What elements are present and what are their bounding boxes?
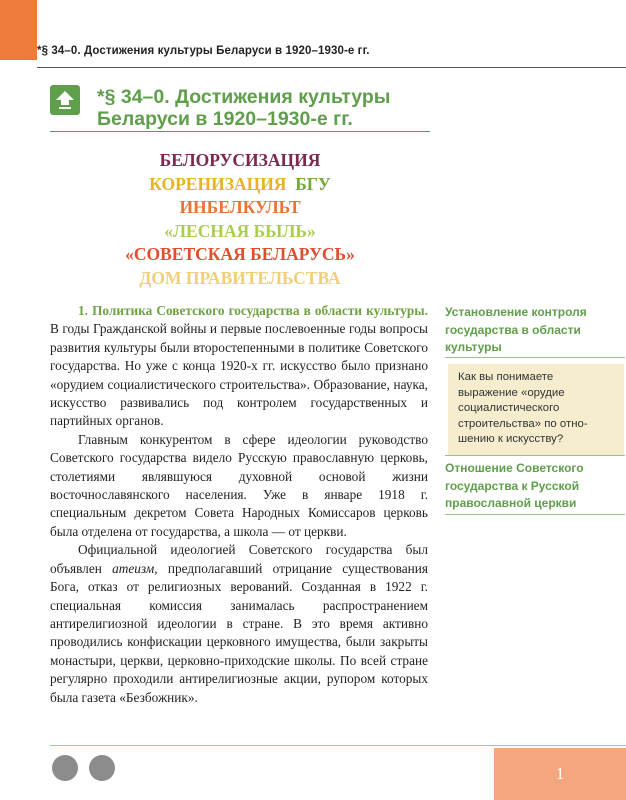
- page-number: 1: [494, 748, 626, 800]
- paragraph: [50, 541, 428, 707]
- margin-divider: [445, 514, 625, 515]
- keyword-list: [50, 149, 430, 290]
- nav-dot-icon[interactable]: [89, 755, 115, 781]
- paragraph-text: Официальной идеологией Советского государства был объявлен: [50, 542, 428, 576]
- paragraph-text: В годы Гражданской войны и первые послевоенные годы вопросы развития культуры были второстепенными в политике Советского государства. Но уже с конца 1920-х гг. искусство было признано «орудием социалистического строительства». Образование, наука, искусство развивались под контролем государственных и партийных органов.: [50, 321, 428, 429]
- main-text: [50, 302, 428, 707]
- nav-dot-icon[interactable]: [52, 755, 78, 781]
- page-title: [97, 86, 390, 130]
- paragraph: Главным конкурентом в сфере идеологии руководство Советского государства видело Русскую православную церковь, столетиями являвшуюся духовной основой жизни восточнославянского населения. Уже в январе 1918 г. специальным декретом Совета Народных Комиссаров церковь была отделена от государства, а школа — от церкви.: [50, 431, 428, 539]
- paragraph: [50, 302, 428, 431]
- margin-divider: [445, 357, 625, 358]
- term-atheism: атеизм: [112, 560, 155, 576]
- keyword-bgu: БГУ: [295, 173, 331, 194]
- upload-arrow-icon: [50, 85, 80, 115]
- footer-divider: [50, 745, 626, 746]
- running-head: *§ 34–0. Достижения культуры Беларуси в 1920–1930-е гг.: [37, 45, 370, 57]
- margin-divider: [445, 455, 625, 456]
- title-divider: [50, 131, 430, 132]
- section-heading: 1. Политика Советского государства в области культуры.: [78, 303, 428, 318]
- paragraph-text: , предполагавший отрицание существования Бога, отказ от религиозных верований. Созданная в 1922 г. специальная комиссия занималась распространением антирелигиозной идеологии в стране. В это время активно проводились конфискации церковного имущества, были закрыты монастыри, церкви, церковно-приходские школы. По всей стране регулярно проходили антирелигиозные акции, рупором которых была газета «Безбожник».: [50, 560, 428, 705]
- page-title-line-2: Беларуси в 1920–1930-е гг.: [97, 108, 353, 130]
- keyword-lesnaya-byl: «ЛЕСНАЯ БЫЛЬ»: [164, 220, 316, 241]
- keyword-korenizatsiya: КОРЕНИЗАЦИЯ: [149, 173, 287, 194]
- question-box: Как вы понимаете выражение «орудие социалистического строительства» по отношению к искусству?: [448, 364, 624, 455]
- keyword-sovetskaya-belarus: «СОВЕТСКАЯ БЕЛАРУСЬ»: [125, 244, 355, 264]
- header-divider: [37, 67, 626, 68]
- keyword-government-house: ДОМ ПРАВИТЕЛЬСТВА: [139, 267, 341, 288]
- page-title-line-1: *§ 34–0. Достижения культуры: [97, 86, 391, 108]
- keyword-belarusization: БЕЛОРУСИЗАЦИЯ: [159, 150, 321, 170]
- keyword-inbelkult: ИНБЕЛКУЛЬТ: [179, 197, 301, 217]
- corner-tab: [0, 0, 37, 60]
- margin-note-church-relations: Отношение Советского государства к Русской православной церкви: [445, 461, 584, 510]
- margin-note-state-control: Установление контроля государства в области культуры: [445, 305, 587, 354]
